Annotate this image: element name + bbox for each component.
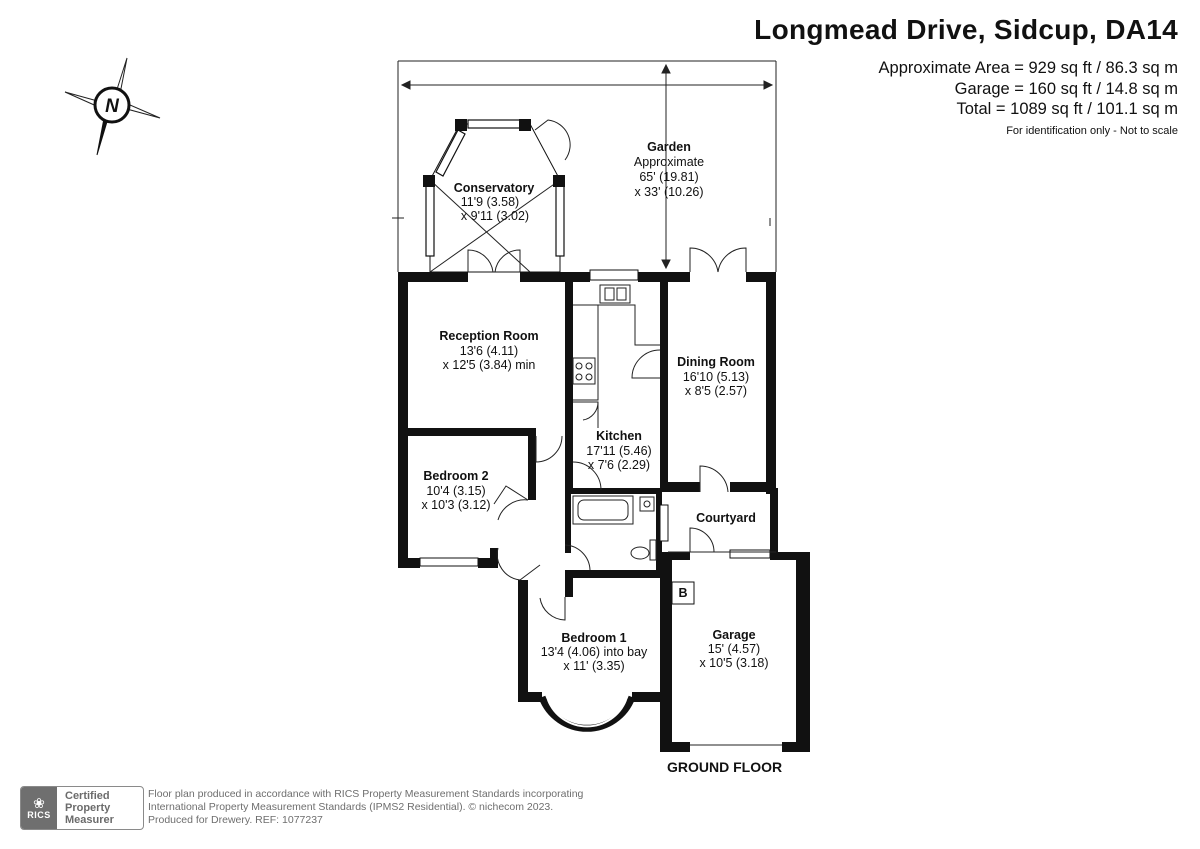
bedroom1-label: Bedroom 1 xyxy=(561,631,627,645)
dining-label: Dining Room xyxy=(677,355,755,369)
kitchen-line-3: x 7'6 (2.29) xyxy=(587,458,651,472)
garden-line-3: 65' (19.81) xyxy=(639,170,699,184)
footer-notes xyxy=(148,788,583,827)
kitchen-line-2: 17'11 (5.46) xyxy=(586,444,652,458)
bedroom2-line-3: x 10'3 (3.12) xyxy=(421,498,491,512)
boiler-label: B xyxy=(678,586,688,600)
compass-rose-icon xyxy=(65,58,160,155)
cert-line: Property xyxy=(65,802,111,814)
rics-badge xyxy=(20,786,144,830)
conservatory-label: Conservatory xyxy=(453,181,535,195)
cert-line: Certified xyxy=(65,790,110,802)
garage-label: Garage xyxy=(712,628,756,642)
bedroom2-line-2: 10'4 (3.15) xyxy=(426,484,486,498)
disclaimer: For identification only - Not to scale xyxy=(1006,124,1178,137)
area-summary xyxy=(879,58,1178,137)
property-title: Longmead Drive, Sidcup, DA14 xyxy=(754,14,1178,45)
garage-line-2: 15' (4.57) xyxy=(707,642,761,656)
footer-line: Floor plan produced in accordance with RICS Property Measurement Standards incorporating xyxy=(148,788,584,800)
garden-line-4: x 33' (10.26) xyxy=(634,185,704,199)
rics-logo-text: RICS xyxy=(27,810,51,820)
cert-line: Measurer xyxy=(65,814,114,826)
reception-line-2: 13'6 (4.11) xyxy=(459,344,519,358)
reception-line-3: x 12'5 (3.84) min xyxy=(442,358,536,372)
bedroom1-line-2: 13'4 (4.06) into bay xyxy=(540,645,648,659)
conservatory-line-3: x 9'11 (3.02) xyxy=(460,209,530,223)
rics-logo xyxy=(21,787,57,829)
garage-line-3: x 10'5 (3.18) xyxy=(699,656,769,670)
footer-line: International Property Measurement Standards (IPMS2 Residential). © nichecom 2023. xyxy=(148,801,554,813)
approximate-area: Approximate Area = 929 sq ft / 86.3 sq m xyxy=(878,59,1178,77)
courtyard-label: Courtyard xyxy=(696,511,756,525)
bedroom1-line-3: x 11' (3.35) xyxy=(563,659,625,673)
total-area: Total = 1089 sq ft / 101.1 sq m xyxy=(956,100,1178,118)
room-labels xyxy=(421,140,768,673)
footer-line: Produced for Drewery. REF: 1077237 xyxy=(148,814,323,826)
compass-north-label: N xyxy=(105,96,119,117)
reception-label: Reception Room xyxy=(439,329,539,343)
dining-line-2: 16'10 (5.13) xyxy=(682,370,750,384)
dining-line-3: x 8'5 (2.57) xyxy=(684,384,748,398)
garden-boundary xyxy=(392,61,776,272)
bedroom2-label: Bedroom 2 xyxy=(423,469,489,483)
garden-line-2: Approximate xyxy=(633,155,705,169)
conservatory-line-2: 11'9 (3.58) xyxy=(460,195,520,209)
floor-label: GROUND FLOOR xyxy=(667,759,783,775)
kitchen-label: Kitchen xyxy=(596,429,642,443)
certified-property-measurer xyxy=(57,790,114,826)
garage-area: Garage = 160 sq ft / 14.8 sq m xyxy=(954,79,1178,98)
rics-emblem-icon: ❀ xyxy=(33,795,45,811)
garden-label: Garden xyxy=(647,140,691,154)
